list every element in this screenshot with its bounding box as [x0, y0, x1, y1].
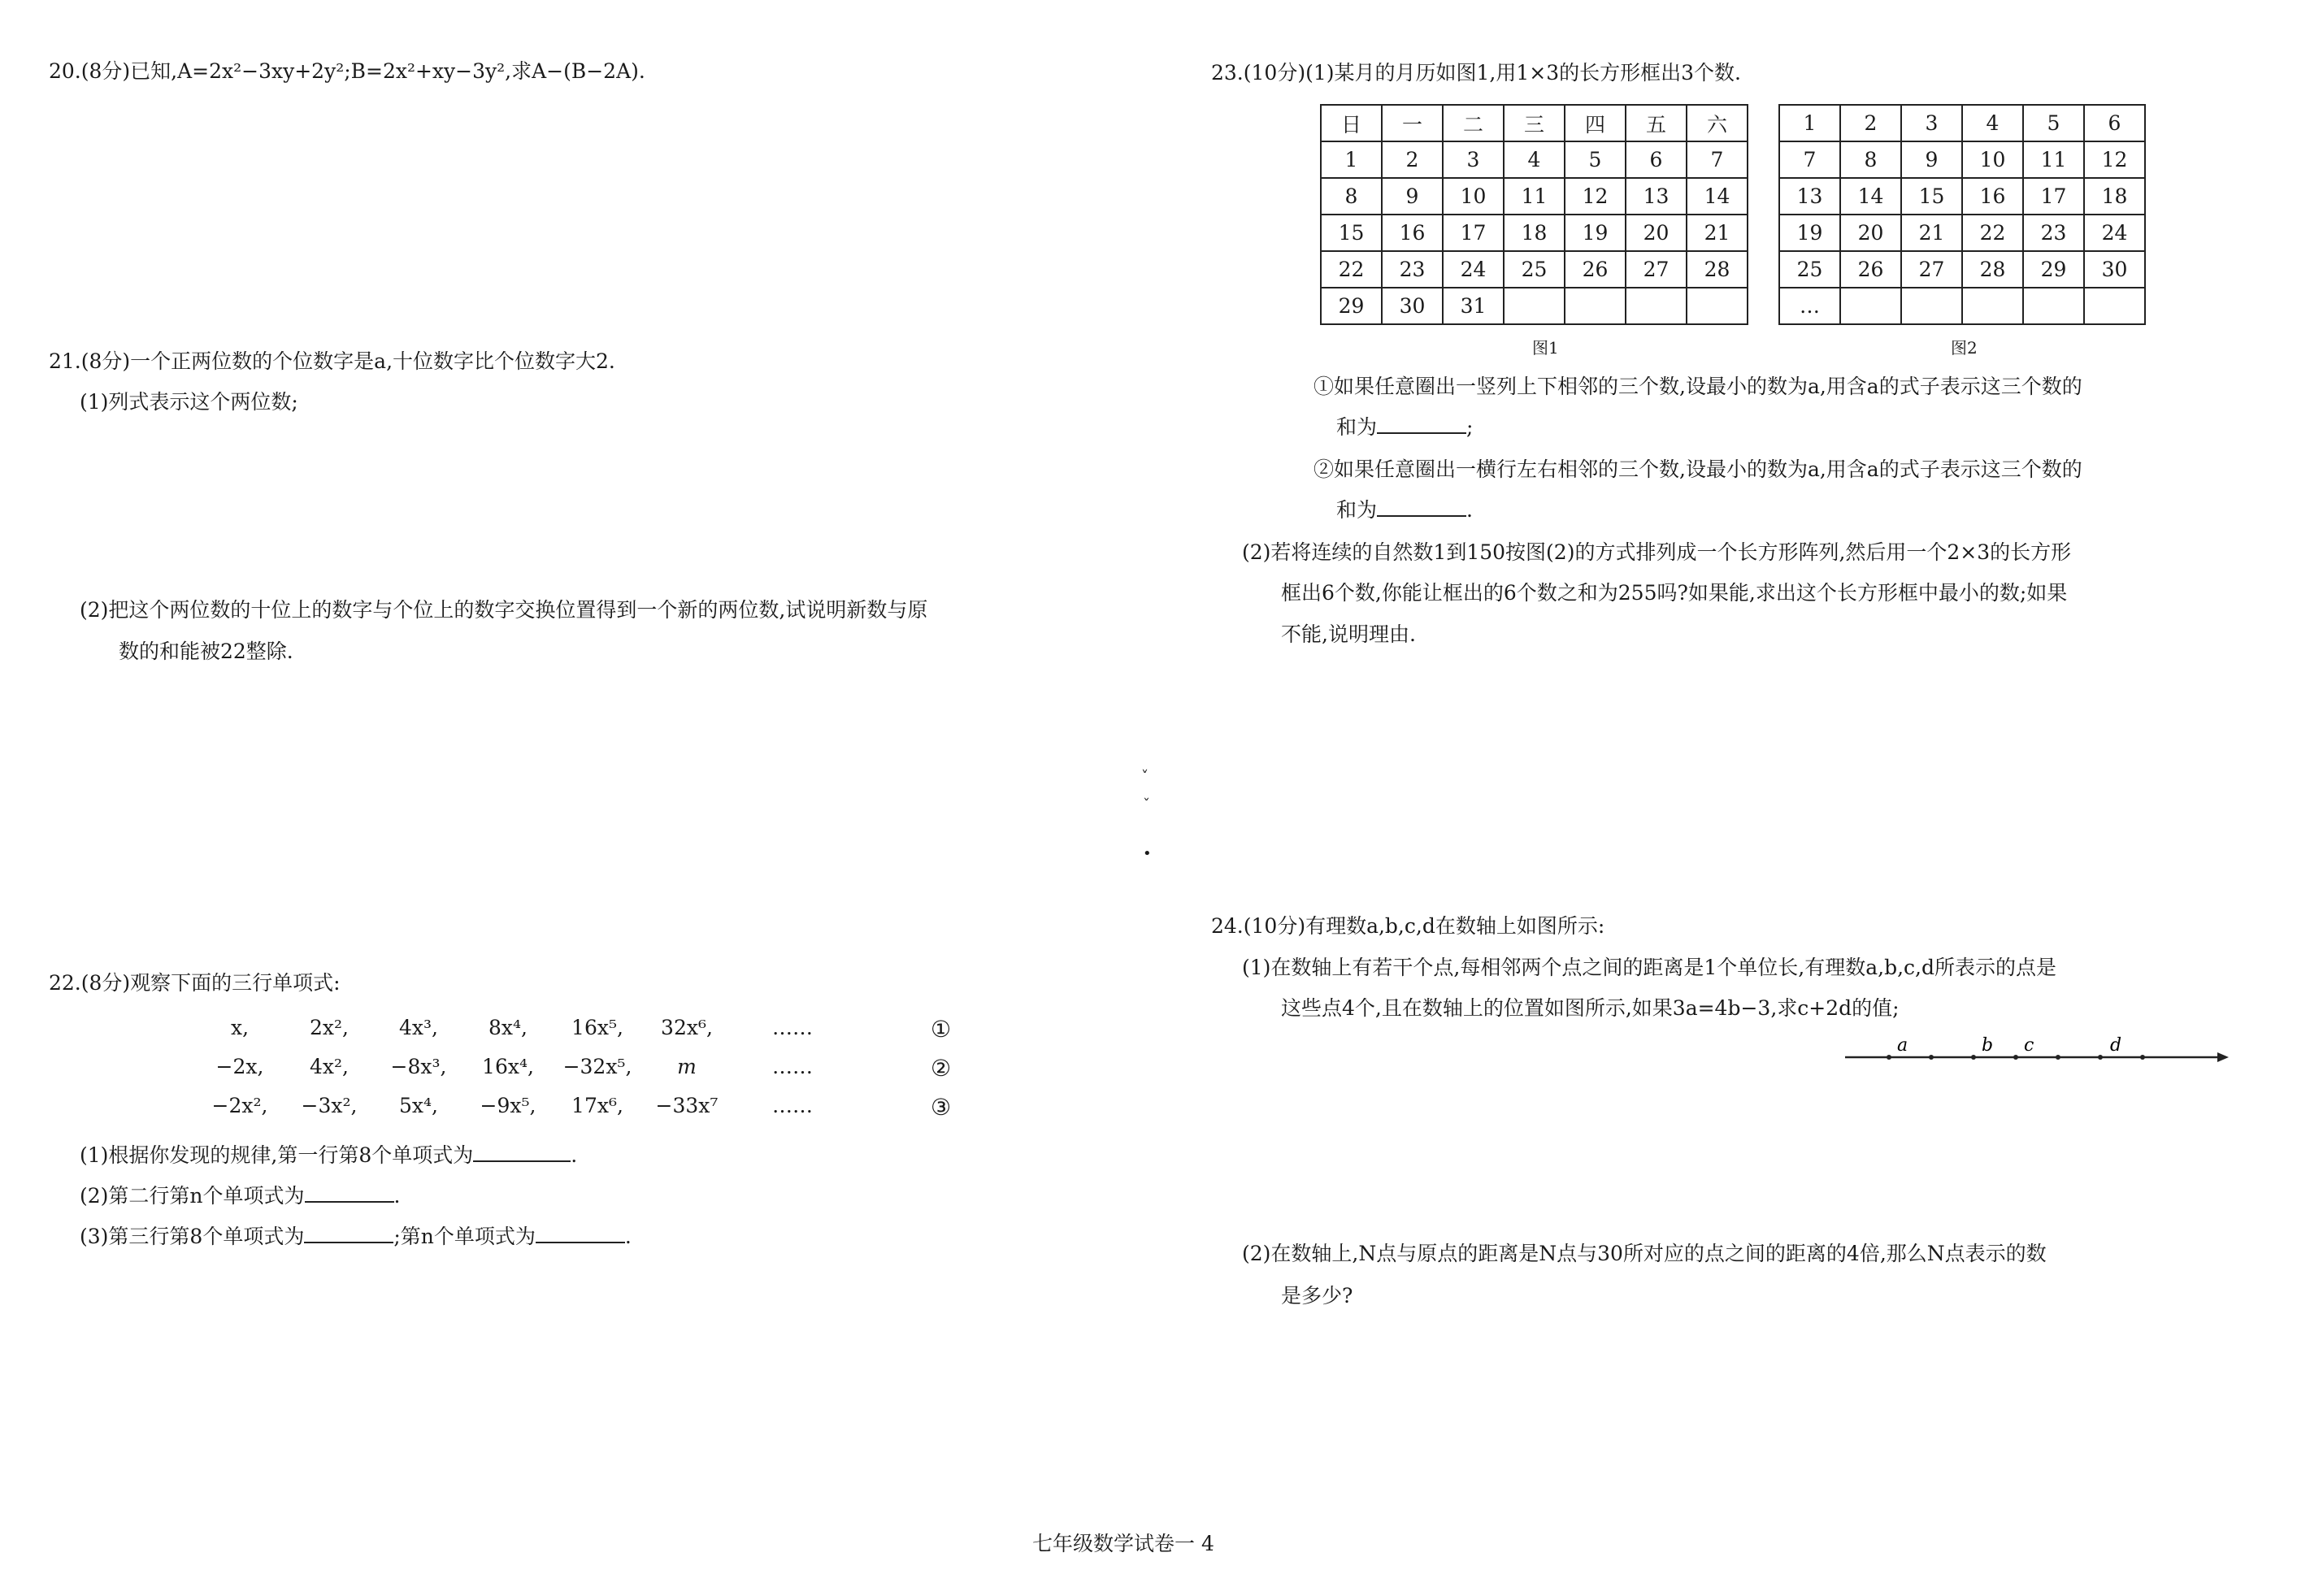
- q23-sub2-text: 和为: [1336, 498, 1378, 522]
- monomial-cell: −33x⁷: [655, 1094, 719, 1117]
- number-line-point: [2140, 1055, 2145, 1060]
- calendar-row: [1321, 215, 1748, 251]
- calendar-cell: 31: [1443, 288, 1504, 324]
- page-footer: 七年级数学试卷一 4: [1032, 1532, 1214, 1555]
- monomial-cell: 32x⁶,: [661, 1016, 713, 1039]
- calendar-header-row: [1321, 105, 1748, 141]
- q22-part3-text-b: ;第n个单项式为: [393, 1225, 536, 1248]
- calendar-row: [1321, 251, 1748, 288]
- row-mark: ①: [931, 1016, 952, 1043]
- calendar-cell: 26: [1565, 251, 1626, 288]
- grid-cell: 8: [1840, 141, 1901, 178]
- grid-cell: 17: [2023, 178, 2084, 215]
- grid-cell: 15: [1901, 178, 1962, 215]
- q24-part2-line1: (2)在数轴上,N点与原点的距离是N点与30所对应的点之间的距离的4倍,那么N点表示的数: [1242, 1242, 2047, 1265]
- number-line-point: [1887, 1055, 1891, 1060]
- number-line: [1845, 1028, 2235, 1069]
- calendar-cell: 23: [1382, 251, 1443, 288]
- grid-cell: 7: [1779, 141, 1840, 178]
- monomial-row-2: [195, 1055, 1089, 1094]
- monomial-cell: −3x²,: [301, 1094, 358, 1117]
- q23-stem: 23.(10分)(1)某月的月历如图1,用1×3的长方形框出3个数.: [1211, 61, 1741, 85]
- q24-part2-line2: 是多少?: [1281, 1284, 1353, 1308]
- q21-part2-line2: 数的和能被22整除.: [119, 640, 293, 663]
- calendar-cell: 六: [1687, 105, 1748, 141]
- monomial-cell: x,: [230, 1016, 250, 1039]
- calendar-cell: 14: [1687, 178, 1748, 215]
- grid-cell: 30: [2084, 251, 2145, 288]
- calendar-figure-1: [1320, 104, 1748, 325]
- calendar-cell: [1626, 288, 1687, 324]
- calendar-cell: 11: [1504, 178, 1565, 215]
- monomial-cell: 4x²,: [310, 1055, 349, 1078]
- calendar-cell: 29: [1321, 288, 1382, 324]
- answer-blank[interactable]: [536, 1222, 625, 1243]
- calendar-cell: 2: [1382, 141, 1443, 178]
- binding-mark: •: [1143, 845, 1152, 862]
- grid-cell: 9: [1901, 141, 1962, 178]
- calendar-cell: 7: [1687, 141, 1748, 178]
- grid-row: [1779, 215, 2145, 251]
- calendar-cell: [1565, 288, 1626, 324]
- monomial-cell: −32x⁵,: [562, 1055, 632, 1078]
- answer-blank[interactable]: [305, 1182, 394, 1203]
- monomial-cell: ……: [772, 1016, 813, 1039]
- q22-stem: 22.(8分)观察下面的三行单项式:: [49, 971, 341, 995]
- grid-cell: [1962, 288, 2023, 324]
- calendar-cell: 12: [1565, 178, 1626, 215]
- q22-part3-end: .: [624, 1225, 632, 1248]
- answer-blank[interactable]: [1377, 413, 1466, 434]
- q24-stem: 24.(10分)有理数a,b,c,d在数轴上如图所示:: [1211, 914, 1605, 938]
- monomial-cell: 8x⁴,: [488, 1016, 528, 1039]
- binding-mark: ˅: [1141, 768, 1148, 785]
- grid-cell: 2: [1840, 105, 1901, 141]
- row-mark: ②: [931, 1055, 952, 1082]
- q22-part1: [80, 1135, 577, 1176]
- grid-cell: 20: [1840, 215, 1901, 251]
- calendar-cell: 24: [1443, 251, 1504, 288]
- grid-cell: 18: [2084, 178, 2145, 215]
- calendar-cell: 18: [1504, 215, 1565, 251]
- calendar-cell: [1687, 288, 1748, 324]
- figure-1-caption: 图1: [1532, 338, 1559, 358]
- calendar-cell: 13: [1626, 178, 1687, 215]
- grid-cell: 1: [1779, 105, 1840, 141]
- q22-part1-end: .: [571, 1143, 578, 1167]
- calendar-cell: 21: [1687, 215, 1748, 251]
- q21-stem: 21.(8分)一个正两位数的个位数字是a,十位数字比个位数字大2.: [49, 349, 615, 373]
- binding-mark: ˇ: [1143, 796, 1150, 813]
- calendar-cell: 8: [1321, 178, 1382, 215]
- grid-cell: 25: [1779, 251, 1840, 288]
- calendar-cell: 一: [1382, 105, 1443, 141]
- calendar-cell: 19: [1565, 215, 1626, 251]
- grid-cell: 28: [1962, 251, 2023, 288]
- monomial-cell: −2x,: [215, 1055, 264, 1078]
- monomial-row-1: [195, 1016, 1089, 1055]
- label-d: d: [2110, 1035, 2122, 1056]
- monomial-cell: m: [677, 1055, 697, 1078]
- q22-part1-text: (1)根据你发现的规律,第一行第8个单项式为: [80, 1143, 474, 1167]
- monomial-cell: 17x⁶,: [571, 1094, 623, 1117]
- q23-sub2-line1: ②如果任意圈出一横行左右相邻的三个数,设最小的数为a,用含a的式子表示这三个数的: [1314, 458, 2082, 481]
- number-line-arrow-icon: [2217, 1052, 2229, 1062]
- grid-cell: 19: [1779, 215, 1840, 251]
- monomial-cell: ……: [772, 1055, 813, 1078]
- monomial-cell: 16x⁴,: [482, 1055, 534, 1078]
- grid-cell: …: [1779, 288, 1840, 324]
- calendar-cell: 30: [1382, 288, 1443, 324]
- grid-cell: 29: [2023, 251, 2084, 288]
- grid-cell: 22: [1962, 215, 2023, 251]
- grid-cell: [2023, 288, 2084, 324]
- calendar-cell: 17: [1443, 215, 1504, 251]
- q23-sub1-line2: [1336, 413, 1473, 442]
- grid-cell: 10: [1962, 141, 2023, 178]
- grid-cell: 24: [2084, 215, 2145, 251]
- calendar-cell: 16: [1382, 215, 1443, 251]
- number-grid-figure-2: [1778, 104, 2146, 325]
- q22-part2-text: (2)第二行第n个单项式为: [80, 1184, 305, 1208]
- q23-sub2-end: .: [1466, 498, 1473, 522]
- grid-cell: 21: [1901, 215, 1962, 251]
- row-mark: ③: [931, 1094, 952, 1121]
- grid-row: [1779, 288, 2145, 324]
- grid-cell: 13: [1779, 178, 1840, 215]
- number-line-point: [2013, 1055, 2018, 1060]
- calendar-cell: 6: [1626, 141, 1687, 178]
- grid-cell: 27: [1901, 251, 1962, 288]
- grid-cell: 26: [1840, 251, 1901, 288]
- grid-row: [1779, 105, 2145, 141]
- q22-part2-end: .: [393, 1184, 401, 1208]
- grid-cell: [2084, 288, 2145, 324]
- calendar-cell: 3: [1443, 141, 1504, 178]
- calendar-cell: 10: [1443, 178, 1504, 215]
- q22-part2: [80, 1176, 400, 1217]
- calendar-cell: 四: [1565, 105, 1626, 141]
- answer-blank[interactable]: [1377, 496, 1466, 517]
- calendar-cell: 二: [1443, 105, 1504, 141]
- grid-cell: 6: [2084, 105, 2145, 141]
- number-line-point: [2056, 1055, 2060, 1060]
- q23-sub1-line1: ①如果任意圈出一竖列上下相邻的三个数,设最小的数为a,用含a的式子表示这三个数的: [1314, 375, 2082, 398]
- answer-blank[interactable]: [473, 1141, 571, 1162]
- monomial-cell: −2x²,: [211, 1094, 268, 1117]
- calendar-cell: 日: [1321, 105, 1382, 141]
- monomial-cell: 2x²,: [310, 1016, 349, 1039]
- number-line-point: [1971, 1055, 1976, 1060]
- monomial-table: [195, 1016, 1008, 1138]
- monomial-cell: ……: [772, 1094, 813, 1117]
- calendar-cell: 28: [1687, 251, 1748, 288]
- calendar-cell: 三: [1504, 105, 1565, 141]
- monomial-row-3: [195, 1094, 1089, 1133]
- grid-cell: 16: [1962, 178, 2023, 215]
- grid-cell: 23: [2023, 215, 2084, 251]
- calendar-row: [1321, 141, 1748, 178]
- calendar-cell: 22: [1321, 251, 1382, 288]
- number-line-point: [1929, 1055, 1934, 1060]
- grid-row: [1779, 141, 2145, 178]
- label-a: a: [1897, 1035, 1908, 1056]
- figure-2-caption: 图2: [1951, 338, 1978, 358]
- calendar-cell: [1504, 288, 1565, 324]
- calendar-cell: 9: [1382, 178, 1443, 215]
- q23-sub1-text: 和为: [1336, 415, 1378, 439]
- calendar-cell: 27: [1626, 251, 1687, 288]
- q21-part2-line1: (2)把这个两位数的十位上的数字与个位上的数字交换位置得到一个新的两位数,试说明新数与原: [80, 598, 928, 622]
- label-c: c: [2024, 1035, 2034, 1056]
- answer-blank[interactable]: [304, 1222, 393, 1243]
- label-b: b: [1982, 1035, 1994, 1056]
- calendar-cell: 五: [1626, 105, 1687, 141]
- grid-row: [1779, 251, 2145, 288]
- q23-part2-line3: 不能,说明理由.: [1281, 622, 1416, 646]
- q23-sub2-line2: [1336, 496, 1473, 525]
- q20-stem: 20.(8分)已知,A=2x²−3xy+2y²;B=2x²+xy−3y²,求A−(B−2A).: [49, 59, 645, 83]
- monomial-cell: 4x³,: [399, 1016, 438, 1039]
- grid-row: [1779, 178, 2145, 215]
- grid-cell: 3: [1901, 105, 1962, 141]
- grid-cell: 11: [2023, 141, 2084, 178]
- calendar-cell: 4: [1504, 141, 1565, 178]
- grid-cell: 5: [2023, 105, 2084, 141]
- q23-part2-line1: (2)若将连续的自然数1到150按图(2)的方式排列成一个长方形阵列,然后用一个2×3的长方形: [1242, 540, 2072, 564]
- calendar-row: [1321, 178, 1748, 215]
- q24-part1-line1: (1)在数轴上有若干个点,每相邻两个点之间的距离是1个单位长,有理数a,b,c,d所表示的点是: [1242, 956, 2056, 979]
- grid-cell: 12: [2084, 141, 2145, 178]
- monomial-cell: −8x³,: [390, 1055, 447, 1078]
- q22-part3-text-a: (3)第三行第8个单项式为: [80, 1225, 305, 1248]
- monomial-cell: 5x⁴,: [399, 1094, 438, 1117]
- calendar-cell: 25: [1504, 251, 1565, 288]
- calendar-row: [1321, 288, 1748, 324]
- q22-part3: [80, 1217, 632, 1257]
- grid-cell: 14: [1840, 178, 1901, 215]
- number-line-point: [2098, 1055, 2103, 1060]
- calendar-cell: 15: [1321, 215, 1382, 251]
- calendar-cell: 1: [1321, 141, 1382, 178]
- calendar-cell: 5: [1565, 141, 1626, 178]
- monomial-cell: 16x⁵,: [571, 1016, 623, 1039]
- grid-cell: 4: [1962, 105, 2023, 141]
- q24-part1-line2: 这些点4个,且在数轴上的位置如图所示,如果3a=4b−3,求c+2d的值;: [1281, 996, 1900, 1020]
- q23-part2-line2: 框出6个数,你能让框出的6个数之和为255吗?如果能,求出这个长方形框中最小的数;如果: [1281, 581, 2068, 605]
- monomial-cell: −9x⁵,: [480, 1094, 536, 1117]
- grid-cell: [1840, 288, 1901, 324]
- q23-sub1-end: ;: [1466, 415, 1474, 439]
- calendar-cell: 20: [1626, 215, 1687, 251]
- q21-part1: (1)列式表示这个两位数;: [80, 390, 298, 414]
- grid-cell: [1901, 288, 1962, 324]
